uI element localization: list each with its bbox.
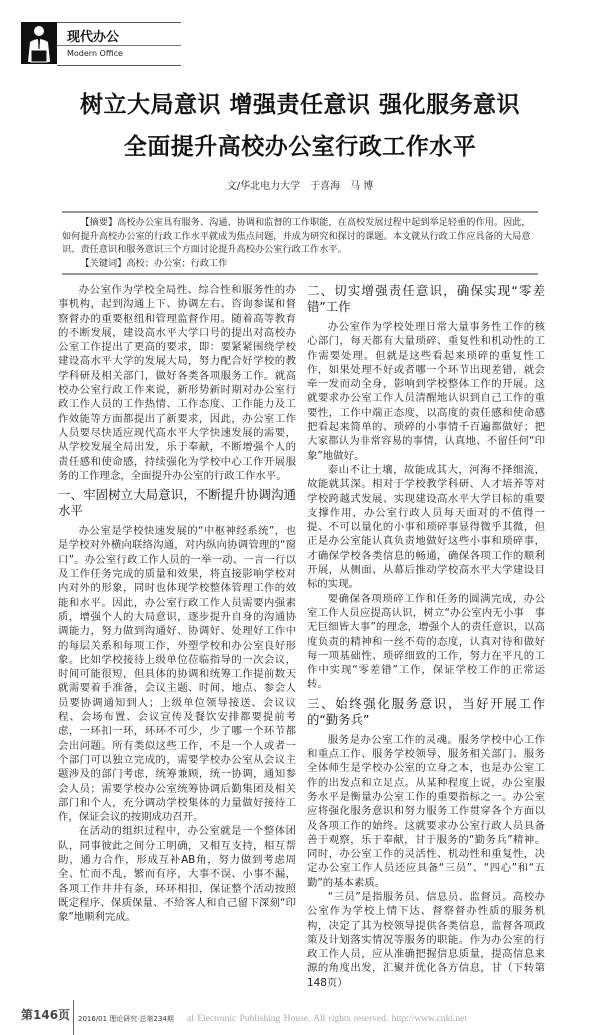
section-logo [21,22,161,64]
article-title-line2: 全面提升高校办公室行政工作水平 [123,134,477,160]
section-name-en: Modern Office [67,49,123,58]
left-column [58,283,296,990]
abstract-text: 高校办公室具有服务、沟通、协调和监督的工作职能，在高校发展过程中起到举足轻重的作用。因此，如何提升高校办公室的行政工作水平就成为焦点问题，并成为研究和探讨的课题。本文就从行政工作应具备的大局意识、责任意识和服务意识三个方面讨论提升高校办公室行政工作水平。 [62,217,531,255]
right-column [307,283,545,990]
section-heading: 二、切实增强责任意识，确保实现“零差错”工作 [307,283,545,314]
section-name-cn: 现代办公 [67,30,120,45]
divider [73,1000,74,1035]
divider [57,45,181,46]
keywords-label: 【关键词】 [80,257,127,269]
keywords: 高校；办公室；行政工作 [126,257,228,269]
section-heading: 三、始终强化服务意识，当好开展工作的“勤务兵” [307,695,545,727]
abstract-box [62,211,538,275]
paragraph: 办公室作为学校处理日常大量事务性工作的核心部门，每天都有大量琐碎、重复性和机动性的工作需要处理。但就是这些看起来琐碎的重复性工作，如果处理不好或者哪一个环节出现差错，就会牵一发而动全身，影响到学校整体工作的开展。这就要求办公室工作人员清醒地认识到自己工作的重要性，工作中端正态度，以高度的责任感和使命感把看起来简单的、琐碎的小事情千百遍都做好；把大家都认为非常容易的事情，认真地、不留任何“印象”地做好。 [307,321,545,462]
paragraph: 办公室是学校快速发展的“中枢神经系统”，也是学校对外横向联络沟通，对内纵向协调管理的“窗口”。办公室行政工作人员的一举一动、一言一行以及工作任务完成的质量和效果，将直接影响学校对内对外的形象，同时也体现学校整体管理工作的效能和水平。因此，办公室行政工作人员需要内强素质，增强个人的大局意识，逐步提升自身的沟通协调能力，努力做到沟通好、协调好、处理好工作中的每层关系和每项工作，外塑学校和办公室良好形象。比如学校接待上级单位莅临指导的一次会议，时间可能很短，但具体的协调和统筹工作提前数天就需要着手准备，会议主题、时间、地点、参会人员要协调通知到人；上级单位领导接送、会议议程、会场布置、会议宣传及餐饮安排都要提前考虑，一环扣一环，环环不可少，少了哪一个环节都会出问题。所有类似这些工作，不是一个人或者一个部门可以独立完成的，需要学校办公室从会议主题涉及的部门考虑，统筹兼顾，统一协调，通知参会人员；需要学校办公室统筹协调后勤集团及相关部门和个人，充分调动学校集体的力量做好接待工作，保证会议的按期成功召开。 [58,525,296,824]
paragraph: 要确保各项琐碎工作和任务的圆满完成，办公室工作人员应提高认识，树立“办公室内无小事 事无巨细皆大事”的理念，增强个人的责任意识，以高度负责的精神和一丝不苟的态度，认真对待和做好每一项基础性、琐碎细致的工作，努力在平凡的工作中实现“零差错”工作，保证学校工作的正常运转。 [307,592,545,691]
issue-info: 2016/01 理论研究·总第234期 [78,1015,174,1024]
paragraph: 在活动的组织过程中，办公室就是一个整体团队，同事彼此之间分工明确，又相互支持，相互帮助，通力合作，形成互补AB角，努力做到考虑周全、忙而不乱，繁而有序，大事不误、小事不漏，各项工作井井有条，环环相扣，保证整个活动按照既定程序、保质保量、不给客人和自己留下深刻“印象”地顺利完成。 [58,825,296,924]
page-footer [0,1000,600,1035]
copyright-watermark: al Electronic Publishing House. All rights reserved. http://www.cnki.net [187,1014,467,1025]
office-worker-icon [21,22,57,64]
paragraph: 办公室作为学校全局性、综合性和服务性的办事机构，起到沟通上下、协调左右、咨询参谋和督察督办的重要枢纽和管理监督作用。随着高等教育的不断发展，建设高水平大学口号的提出对高校办公室工作提出了更高的要求，即：要紧紧围绕学校建设高水平大学的发展大局，努力配合好学校的教学科研及相关部门，做好各类各项服务工作。就高校办公室行政工作来说，新形势新时期对办公室行政工作人员的工作热情、工作态度、工作能力及工作效能等方面都提出了新要求，因此，办公室工作人员要尽快适应现代高水平大学快速发展的需要，从学校发展全局出发，乐于奉献，不断增强个人的责任感和使命感，持续强化为学校中心工作开展服务的工作理念，全面提升办公室的行政工作水平。 [58,284,296,482]
paragraph: 服务是办公室工作的灵魂。服务学校中心工作和重点工作、服务学校领导、服务相关部门、服务全体师生是学校办公室的立身之本，也是办公室工作的出发点和立足点。从某种程度上说，办公室服务水平是衡量办公室工作的重要指标之一。办公室应将强化服务意识和努力服务工作贯穿各个方面以及各项工作的始终。这就要求办公室行政人员具备善于观察，乐于奉献，甘于服务的“勤务兵”精神。同时，办公室工作的灵活性、机动性和重复性，决定办公室工作人员还应具备“三员”、“四心”和“五勤”的基本素质。 [307,733,545,889]
paragraph: 泰山不让土壤，故能成其大，河海不择细流，故能就其深。相对于学校教学科研、人才培养等对学校跨越式发展、实现建设高水平大学目标的重要支撑作用，办公室行政人员每天面对的不值得一提、不可以量化的小事和琐碎事显得微乎其微，但正是办公室能认真负责地做好这些小事和琐碎事，才确保学校各类信息的畅通，确保各项工作的顺利开展，从侧面、从幕后推动学校高水平大学建设目标的实现。 [307,463,545,591]
abstract-label: 【摘要】 [80,217,118,228]
page-number: 第146页 [21,1008,71,1023]
section-heading: 一、牢固树立大局意识，不断提升协调沟通水平 [58,487,296,519]
article-title-line1: 树立大局意识 增强责任意识 强化服务意识 [79,92,520,118]
paragraph: “三员”是指服务员、信息员、监督员。高校办公室作为学校上情下达、督察督办性质的服务机构，决定了其为校领导提供各类信息，监督各项政策及计划落实情况等服务的职能。作为办公室的行政工作人员，应从准确把握信息质量，提高信息来源的角度出发，汇聚并优化各方信息，甘（下转第148页） [307,890,545,989]
author-byline: 文/华北电力大学 于喜海 马 博 [226,181,374,192]
